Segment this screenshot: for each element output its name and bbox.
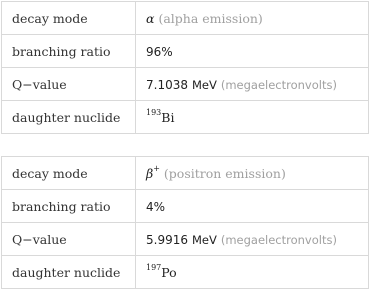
- daughter-nuclide-value: [136, 101, 369, 134]
- table-row: [2, 35, 369, 68]
- table-row: [2, 2, 369, 35]
- decay-mode-description: (positron emission): [163, 165, 286, 181]
- table-row: [2, 157, 369, 190]
- positron-decay-table: [1, 156, 369, 289]
- table-row: [2, 223, 369, 256]
- table-row: [2, 256, 369, 289]
- q-value-unit-description: (megaelectronvolts): [220, 232, 337, 247]
- mass-number: 197: [146, 263, 162, 273]
- decay-mode-value: [136, 2, 369, 35]
- decay-mode-value: [136, 157, 369, 190]
- q-value-number: 5.9916: [146, 232, 188, 247]
- table-row: [2, 68, 369, 101]
- branching-ratio-value: [136, 35, 369, 68]
- decay-mode-label: decay mode: [2, 157, 136, 190]
- q-value-unit-description: (megaelectronvolts): [220, 77, 337, 92]
- table-row: [2, 101, 369, 134]
- q-value-number: 7.1038: [146, 77, 188, 92]
- element-symbol: Bi: [161, 109, 175, 125]
- daughter-nuclide-label: daughter nuclide: [2, 101, 136, 134]
- decay-symbol: α: [146, 10, 155, 26]
- branching-ratio-value: [136, 190, 369, 223]
- alpha-decay-table: [1, 1, 369, 134]
- q-value-unit: MeV: [191, 77, 217, 92]
- table-row: [2, 190, 369, 223]
- branching-ratio-label: branching ratio: [2, 35, 136, 68]
- decay-mode-description: (alpha emission): [158, 10, 263, 26]
- q-value-label: Q−value: [2, 68, 136, 101]
- decay-mode-label: decay mode: [2, 2, 136, 35]
- branching-ratio-text: 96%: [146, 44, 173, 59]
- branching-ratio-label: branching ratio: [2, 190, 136, 223]
- daughter-nuclide-label: daughter nuclide: [2, 256, 136, 289]
- branching-ratio-text: 4%: [146, 199, 166, 214]
- daughter-nuclide-value: [136, 256, 369, 289]
- element-symbol: Po: [161, 264, 177, 280]
- mass-number: 193: [146, 108, 162, 118]
- decay-symbol: β: [146, 165, 154, 181]
- q-value-cell: [136, 223, 369, 256]
- q-value-cell: [136, 68, 369, 101]
- q-value-unit: MeV: [191, 232, 217, 247]
- decay-symbol-superscript: +: [153, 164, 160, 174]
- q-value-label: Q−value: [2, 223, 136, 256]
